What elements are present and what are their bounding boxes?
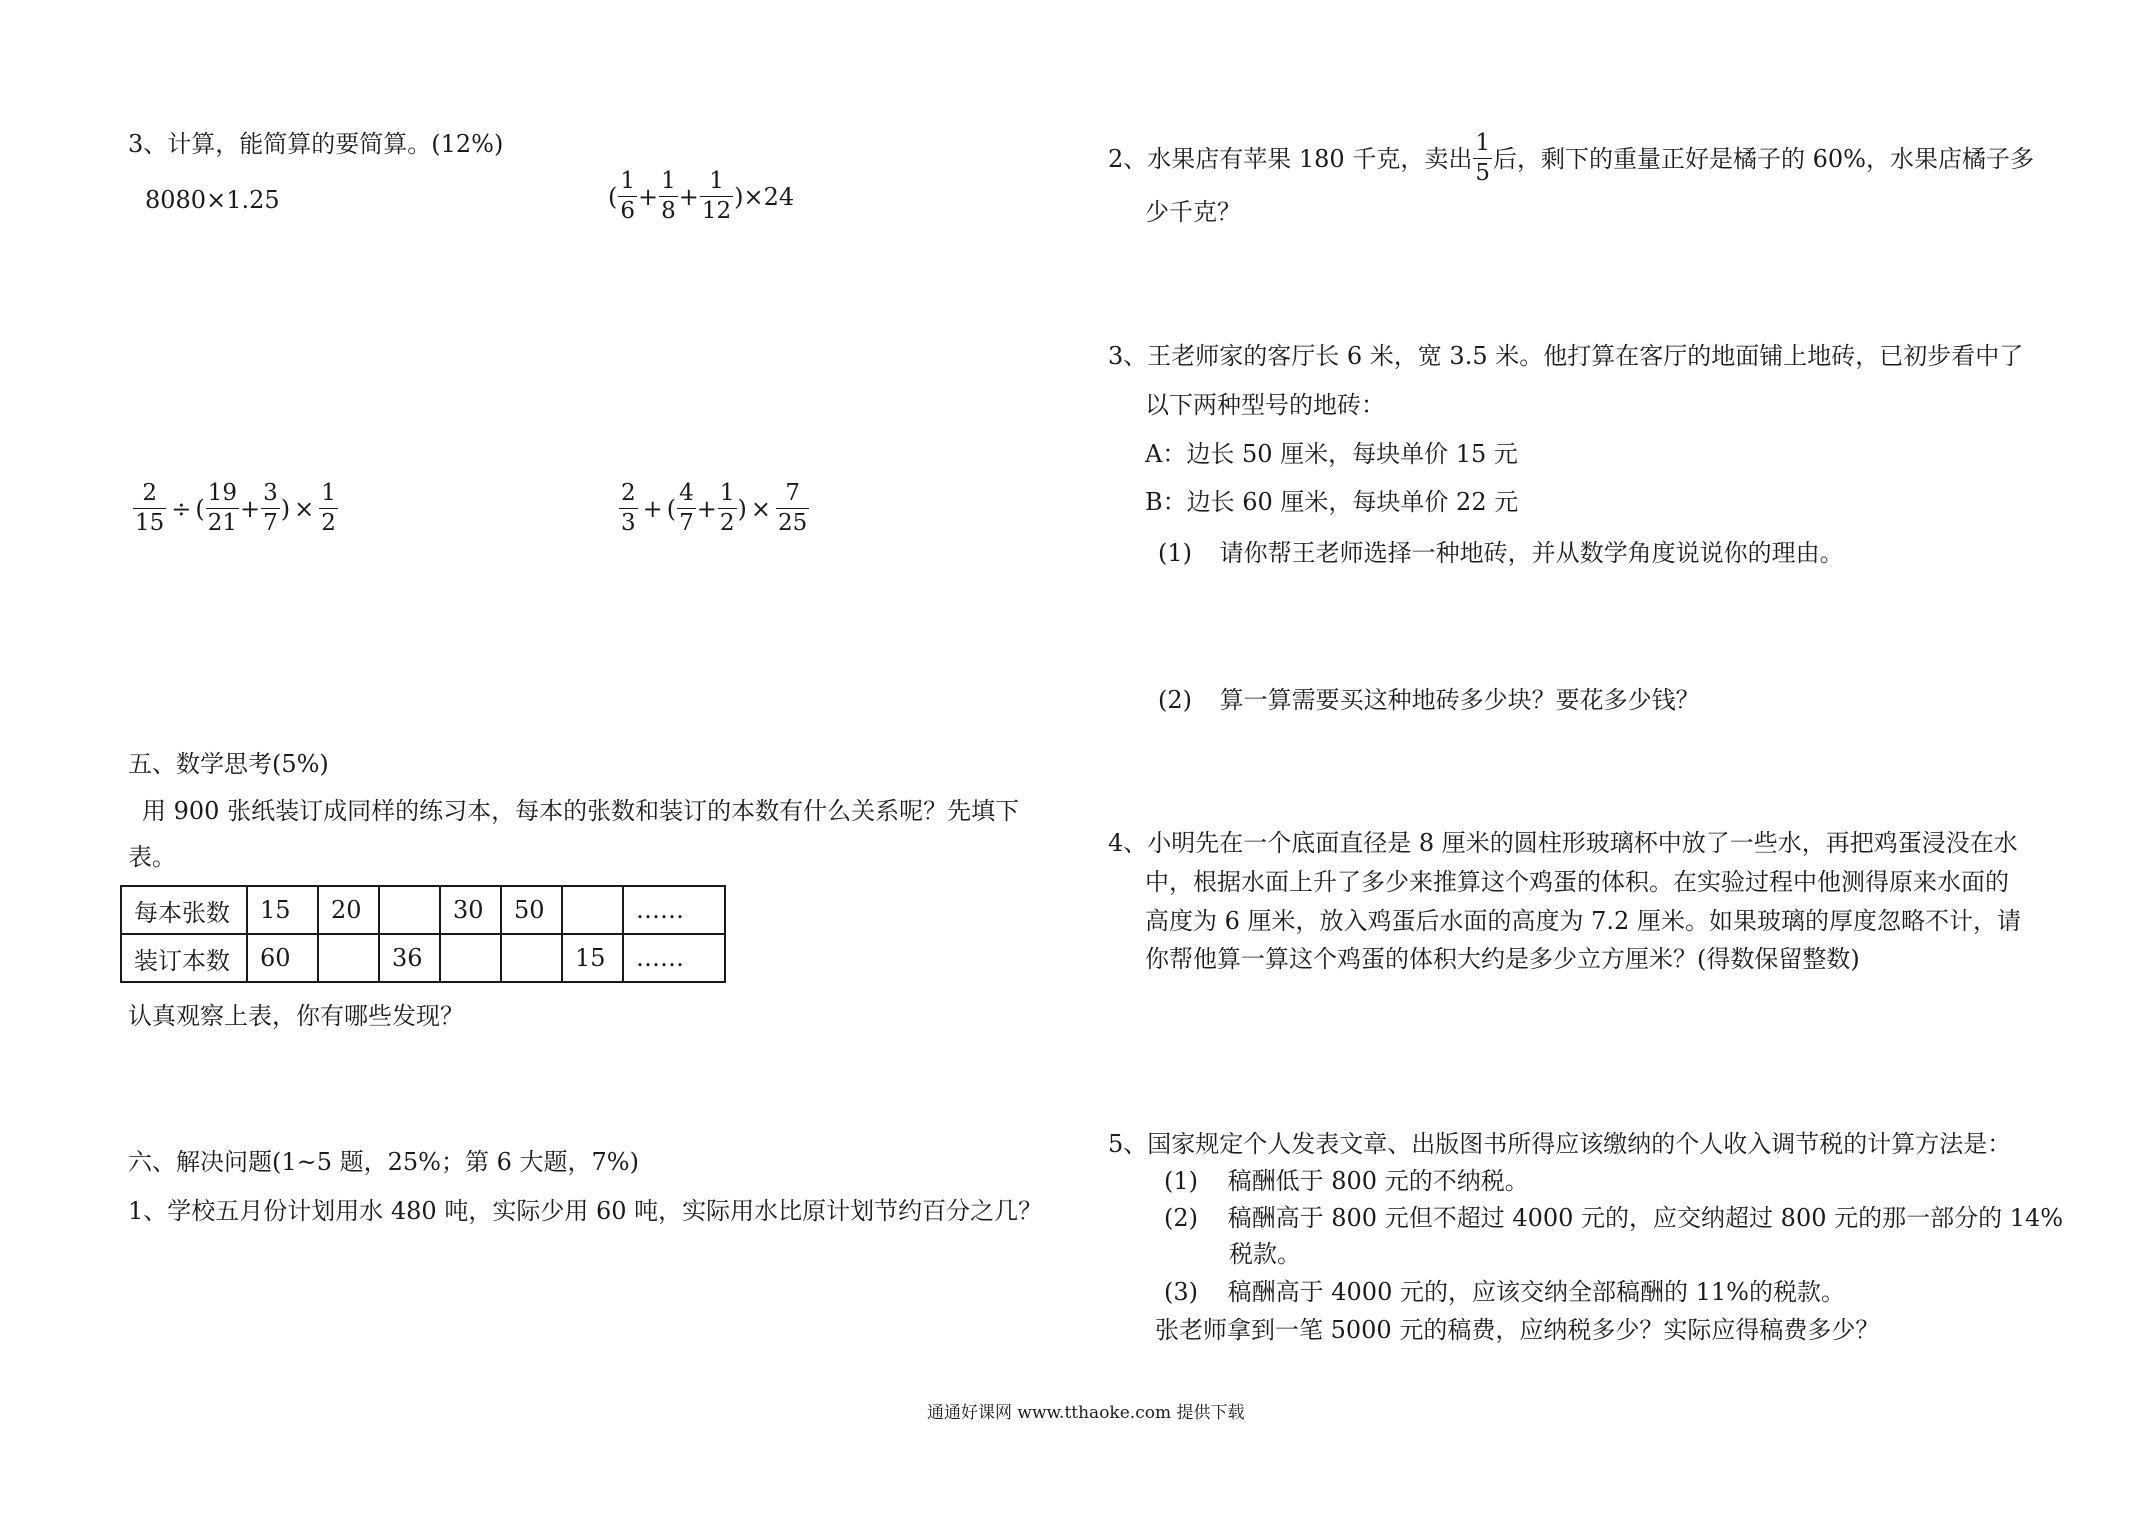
fraction: $\frac{1}{2}$: [321, 480, 336, 536]
question-3-sub2: (2) 算一算需要买这种地砖多少块？要花多少钱？: [1158, 686, 1700, 714]
question-2-line2: 少千克？: [1145, 198, 1241, 226]
question-5-question: 张老师拿到一笔 5000 元的稿费，应纳税多少？实际应得稿费多少？: [1155, 1316, 1880, 1344]
table-cell: [440, 934, 501, 982]
fraction: $\frac{1}{5}$: [1475, 130, 1490, 186]
problem-2-expression: ( $\frac{1}{6}$ + $\frac{1}{8}$ + $\frac{1}{12}$ )×24: [608, 168, 795, 224]
table-row-header: 每本张数: [121, 886, 247, 934]
table-row: [121, 886, 725, 934]
tax-rule-2-line2: 税款。: [1229, 1240, 1301, 1268]
problem-1-expression: 8080×1.25: [145, 186, 280, 214]
section5-title: 五、数学思考(5%): [128, 750, 329, 778]
table-cell: ……: [623, 934, 725, 982]
paper-count-table: [120, 885, 726, 983]
table-cell: 15: [247, 886, 318, 934]
table-cell: [501, 934, 562, 982]
fraction: $\frac{3}{7}$: [263, 480, 278, 536]
fraction: $\frac{2}{3}$: [621, 480, 636, 536]
table-cell: [379, 886, 440, 934]
fraction: $\frac{1}{8}$: [661, 168, 676, 224]
problem-4-expression: $\frac{2}{3}$ + ( $\frac{4}{7}$ + $\frac{1}{2}$ ) × $\frac{7}{25}$: [621, 480, 808, 536]
tax-rule-2: (2) 稿酬高于 800 元但不超过 4000 元的，应交纳超过 800 元的那一部分的 14%: [1164, 1204, 2064, 1232]
tile-option-b: B：边长 60 厘米，每块单价 22 元: [1145, 488, 1519, 516]
table-cell: 30: [440, 886, 501, 934]
fraction: $\frac{19}{21}$: [207, 480, 238, 536]
section6-title: 六、解决问题(1~5 题，25%；第 6 大题，7%): [128, 1148, 639, 1176]
question-3-sub1: (1) 请你帮王老师选择一种地砖，并从数学角度说说你的理由。: [1158, 539, 1844, 567]
question-3-line2: 以下两种型号的地砖：: [1145, 391, 1385, 419]
question-4-line3: 高度为 6 厘米，放入鸡蛋后水面的高度为 7.2 厘米。如果玻璃的厚度忽略不计，请: [1145, 907, 2021, 935]
question-2-line1: 2、水果店有苹果 180 千克，卖出 $\frac{1}{5}$ 后，剩下的重量正好是橘子的 60%，水果店橘子多: [1108, 130, 2034, 186]
table-row: [121, 934, 725, 982]
problem-3-expression: $\frac{2}{15}$ ÷ ( $\frac{19}{21}$ + $\frac{3}{7}$ ) × $\frac{1}{2}$: [135, 480, 336, 536]
question-4-line2: 中，根据水面上升了多少来推算这个鸡蛋的体积。在实验过程中他测得原来水面的: [1145, 868, 2009, 896]
fraction: $\frac{2}{15}$: [135, 480, 165, 536]
table-cell: 20: [318, 886, 379, 934]
section3-title: 3、计算，能简算的要简算。(12%): [128, 130, 504, 158]
fraction: $\frac{4}{7}$: [679, 480, 694, 536]
tax-rule-1: (1) 稿酬低于 800 元的不纳税。: [1164, 1167, 1529, 1195]
section5-question: 认真观察上表，你有哪些发现？: [128, 1002, 464, 1030]
footer-source: 通通好课网 www.tthaoke.com 提供下载: [927, 1403, 1245, 1423]
fraction: $\frac{7}{25}$: [778, 480, 808, 536]
table-cell: [562, 886, 623, 934]
table-cell: [318, 934, 379, 982]
question-4-line4: 你帮他算一算这个鸡蛋的体积大约是多少立方厘米？(得数保留整数): [1145, 945, 1860, 973]
fraction: $\frac{1}{12}$: [701, 168, 732, 224]
table-cell: 15: [562, 934, 623, 982]
tax-rule-3: (3) 稿酬高于 4000 元的，应该交纳全部稿酬的 11%的税款。: [1164, 1278, 1845, 1306]
section5-intro-line1: 用 900 张纸装订成同样的练习本，每本的张数和装订的本数有什么关系呢？先填下: [142, 797, 1020, 825]
fraction: $\frac{1}{2}$: [719, 480, 735, 536]
section6-question-1: 1、学校五月份计划用水 480 吨，实际少用 60 吨，实际用水比原计划节约百分之几？: [128, 1197, 1043, 1225]
table-cell: ……: [623, 886, 725, 934]
question-4-line1: 4、小明先在一个底面直径是 8 厘米的圆柱形玻璃杯中放了一些水，再把鸡蛋浸没在水: [1108, 829, 2018, 857]
section5-intro-line2: 表。: [128, 843, 176, 871]
table-cell: 50: [501, 886, 562, 934]
table-cell: 60: [247, 934, 318, 982]
fraction: $\frac{1}{6}$: [620, 168, 636, 224]
table-row-header: 装订本数: [121, 934, 247, 982]
tile-option-a: A：边长 50 厘米，每块单价 15 元: [1145, 440, 1518, 468]
table-cell: 36: [379, 934, 440, 982]
question-3-line1: 3、王老师家的客厅长 6 米，宽 3.5 米。他打算在客厅的地面铺上地砖，已初步看中了: [1108, 342, 2024, 370]
question-5-line1: 5、国家规定个人发表文章、出版图书所得应该缴纳的个人收入调节税的计算方法是：: [1108, 1130, 2012, 1158]
